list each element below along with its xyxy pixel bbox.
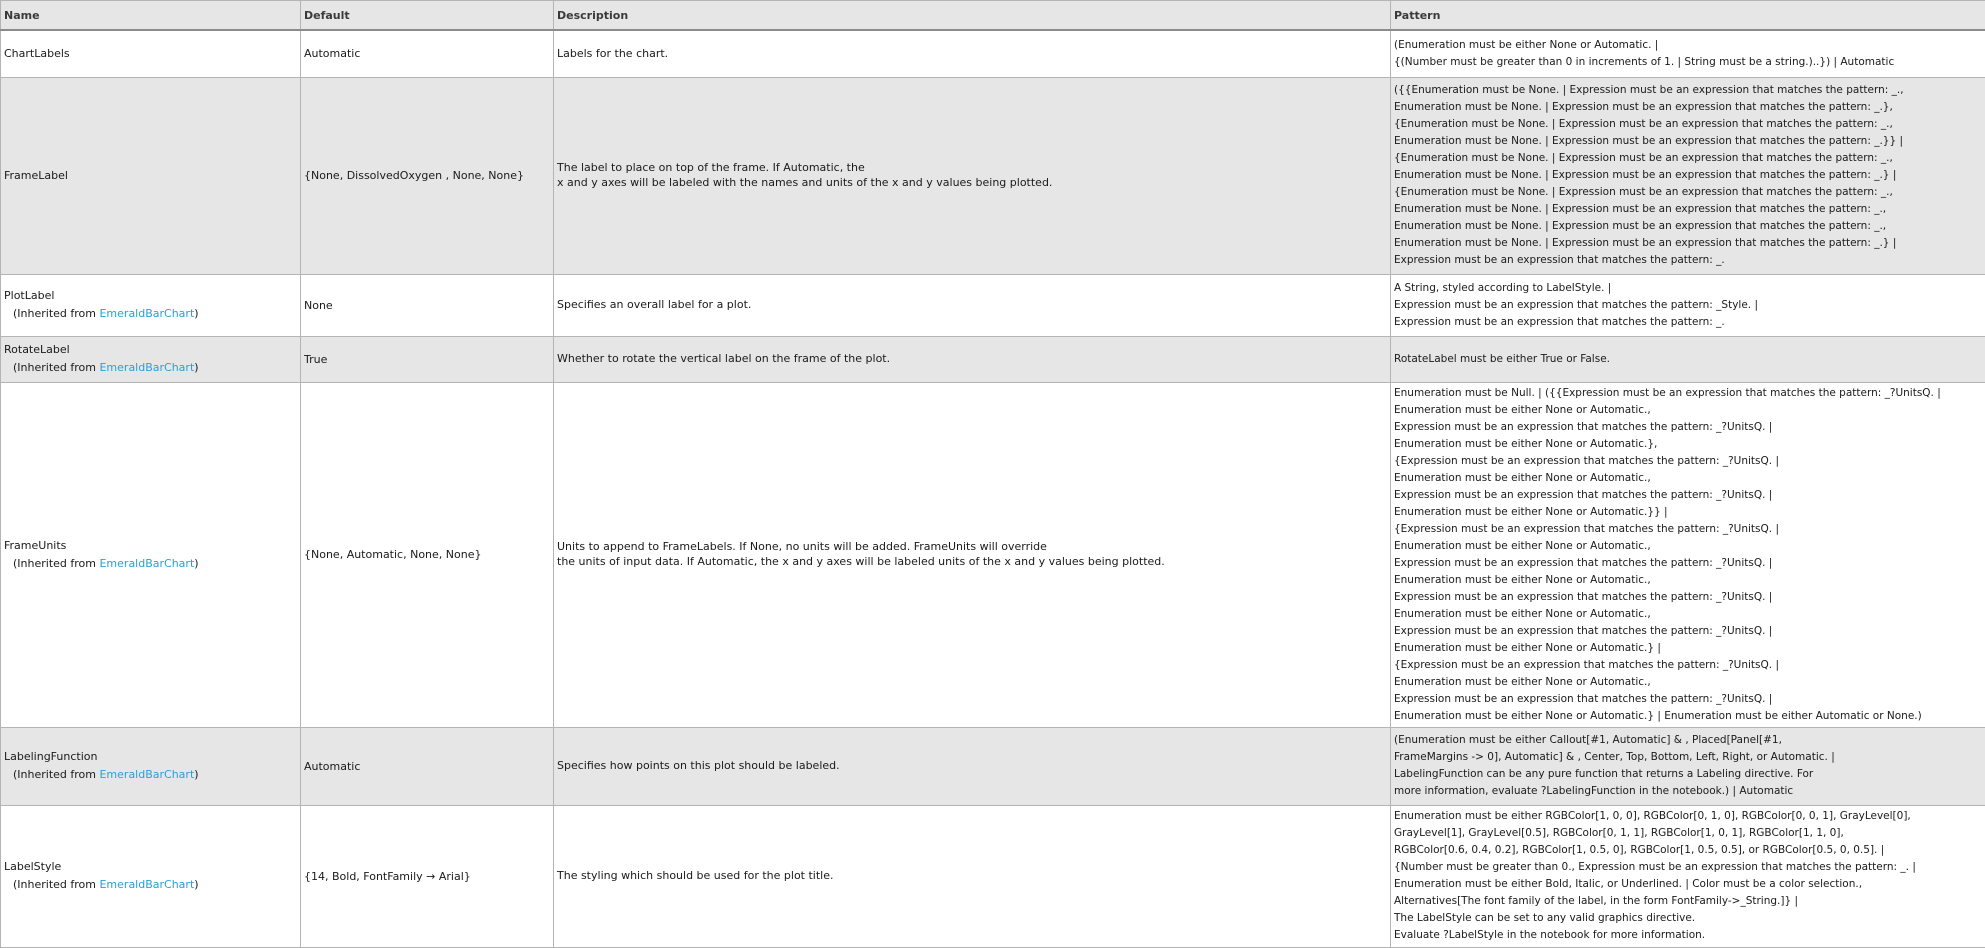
header-default[interactable]: Default [301,1,554,31]
description-line: Specifies how points on this plot should be labeled. [557,759,1387,774]
description-line: the units of input data. If Automatic, the x and y axes will be labeled units of the x and y values being plotted. [557,555,1387,570]
pattern-line: Enumeration must be either RGBColor[1, 0, 0], RGBColor[0, 1, 0], RGBColor[0, 0, 1], GrayLevel[0], [1394,808,1982,825]
pattern-line: Expression must be an expression that matches the pattern: _. [1394,314,1982,331]
inherited-suffix: ) [194,557,198,570]
option-description [554,805,1391,947]
pattern-line: Enumeration must be either None or Automatic., [1394,606,1982,623]
pattern-line: Enumeration must be either None or Automatic., [1394,470,1982,487]
pattern-line: Enumeration must be None. | Expression must be an expression that matches the pattern: _., [1394,218,1982,235]
pattern-line: {Expression must be an expression that matches the pattern: _?UnitsQ. | [1394,657,1982,674]
inherited-prefix: (Inherited from [13,768,99,781]
pattern-line: Enumeration must be either None or Automatic., [1394,572,1982,589]
pattern-line: {Enumeration must be None. | Expression must be an expression that matches the pattern: _., [1394,184,1982,201]
pattern-line: ({{Enumeration must be None. | Expression must be an expression that matches the pattern: _., [1394,82,1982,99]
option-description [554,382,1391,727]
pattern-line: The LabelStyle can be set to any valid graphics directive. [1394,910,1982,927]
pattern-line: Enumeration must be either None or Automatic.} | Enumeration must be either Automatic or None.) [1394,708,1982,725]
option-description [554,30,1391,77]
pattern-line: Expression must be an expression that matches the pattern: _?UnitsQ. | [1394,623,1982,640]
pattern-line: FrameMargins -> 0], Automatic] & , Center, Top, Bottom, Left, Right, or Automatic. | [1394,749,1982,766]
pattern-line: {Expression must be an expression that matches the pattern: _?UnitsQ. | [1394,453,1982,470]
inherited-note [4,876,297,894]
option-default: None [301,274,554,336]
table-row [1,727,1985,805]
pattern-line: {Enumeration must be None. | Expression must be an expression that matches the pattern: _., [1394,150,1982,167]
table-body [1,30,1985,947]
inherited-prefix: (Inherited from [13,307,99,320]
option-default: Automatic [301,30,554,77]
inherited-suffix: ) [194,361,198,374]
pattern-line: Expression must be an expression that matches the pattern: _?UnitsQ. | [1394,487,1982,504]
table-row [1,274,1985,336]
option-name-cell [1,336,301,382]
pattern-line: Enumeration must be None. | Expression must be an expression that matches the pattern: _., [1394,201,1982,218]
pattern-line: Expression must be an expression that matches the pattern: _?UnitsQ. | [1394,691,1982,708]
inherited-suffix: ) [194,768,198,781]
option-name: PlotLabel [4,287,297,305]
pattern-line: Enumeration must be either Bold, Italic, or Underlined. | Color must be a color selection., [1394,876,1982,893]
option-name: FrameLabel [4,167,297,185]
pattern-line: (Enumeration must be either Callout[#1, Automatic] & , Placed[Panel[#1, [1394,732,1982,749]
description-line: The label to place on top of the frame. If Automatic, the [557,161,1387,176]
option-name: RotateLabel [4,341,297,359]
pattern-line: Enumeration must be None. | Expression must be an expression that matches the pattern: _.} | [1394,167,1982,184]
inherited-note [4,359,297,377]
pattern-line: Evaluate ?LabelStyle in the notebook for more information. [1394,927,1982,944]
pattern-line: {Expression must be an expression that matches the pattern: _?UnitsQ. | [1394,521,1982,538]
description-line: The styling which should be used for the plot title. [557,869,1387,884]
option-name-cell [1,805,301,947]
inherited-from-link[interactable]: EmeraldBarChart [99,878,194,891]
pattern-line: Expression must be an expression that matches the pattern: _?UnitsQ. | [1394,555,1982,572]
option-pattern [1391,336,1985,382]
option-default: {14, Bold, FontFamily → Arial} [301,805,554,947]
option-pattern [1391,382,1985,727]
inherited-note [4,766,297,784]
option-default: True [301,336,554,382]
option-pattern [1391,805,1985,947]
pattern-line: {Number must be greater than 0., Expression must be an expression that matches the pattern: _. | [1394,859,1982,876]
pattern-line: RotateLabel must be either True or False. [1394,351,1982,368]
option-pattern [1391,274,1985,336]
description-line: x and y axes will be labeled with the names and units of the x and y values being plotted. [557,176,1387,191]
pattern-line: Enumeration must be either None or Automatic.}, [1394,436,1982,453]
option-default: Automatic [301,727,554,805]
pattern-line: LabelingFunction can be any pure function that returns a Labeling directive. For [1394,766,1982,783]
option-name-cell [1,274,301,336]
pattern-line: Enumeration must be None. | Expression must be an expression that matches the pattern: _.}, [1394,99,1982,116]
option-name: LabelStyle [4,858,297,876]
pattern-line: Expression must be an expression that matches the pattern: _Style. | [1394,297,1982,314]
option-description [554,274,1391,336]
pattern-line: Enumeration must be None. | Expression must be an expression that matches the pattern: _.} | [1394,235,1982,252]
inherited-from-link[interactable]: EmeraldBarChart [99,361,194,374]
option-name-cell [1,30,301,77]
option-name-cell [1,382,301,727]
pattern-line: Expression must be an expression that matches the pattern: _?UnitsQ. | [1394,419,1982,436]
inherited-note [4,305,297,323]
header-pattern[interactable]: Pattern [1391,1,1985,31]
description-line: Labels for the chart. [557,47,1387,62]
option-name: ChartLabels [4,45,297,63]
option-default: {None, Automatic, None, None} [301,382,554,727]
option-name-cell [1,727,301,805]
option-description [554,727,1391,805]
inherited-prefix: (Inherited from [13,361,99,374]
option-default: {None, DissolvedOxygen , None, None} [301,77,554,274]
inherited-from-link[interactable]: EmeraldBarChart [99,768,194,781]
pattern-line: Enumeration must be either None or Automatic.}} | [1394,504,1982,521]
inherited-suffix: ) [194,307,198,320]
pattern-line: Enumeration must be either None or Automatic.} | [1394,640,1982,657]
pattern-line: more information, evaluate ?LabelingFunction in the notebook.) | Automatic [1394,783,1982,800]
description-line: Units to append to FrameLabels. If None, no units will be added. FrameUnits will override [557,540,1387,555]
table-row [1,336,1985,382]
table-row [1,77,1985,274]
pattern-line: Enumeration must be either None or Automatic., [1394,674,1982,691]
pattern-line: Alternatives[The font family of the label, in the form FontFamily->_String.]} | [1394,893,1982,910]
option-name-cell [1,77,301,274]
pattern-line: GrayLevel[1], GrayLevel[0.5], RGBColor[0, 1, 1], RGBColor[1, 0, 1], RGBColor[1, 1, 0], [1394,825,1982,842]
option-name: LabelingFunction [4,748,297,766]
option-pattern [1391,30,1985,77]
inherited-suffix: ) [194,878,198,891]
pattern-line: Enumeration must be Null. | ({{Expression must be an expression that matches the pattern: _?UnitsQ. | [1394,385,1982,402]
pattern-line: Expression must be an expression that matches the pattern: _. [1394,252,1982,269]
pattern-line: Enumeration must be either None or Automatic., [1394,402,1982,419]
header-description[interactable]: Description [554,1,1391,31]
header-row [1,1,1985,31]
inherited-prefix: (Inherited from [13,557,99,570]
table-row [1,382,1985,727]
option-description [554,336,1391,382]
pattern-line: (Enumeration must be either None or Automatic. | [1394,37,1982,54]
pattern-line: Expression must be an expression that matches the pattern: _?UnitsQ. | [1394,589,1982,606]
pattern-line: {Enumeration must be None. | Expression must be an expression that matches the pattern: _., [1394,116,1982,133]
inherited-note [4,555,297,573]
inherited-from-link[interactable]: EmeraldBarChart [99,307,194,320]
table-row [1,30,1985,77]
header-name[interactable]: Name [1,1,301,31]
option-name: FrameUnits [4,537,297,555]
description-line: Whether to rotate the vertical label on the frame of the plot. [557,352,1387,367]
description-line: Specifies an overall label for a plot. [557,298,1387,313]
pattern-line: RGBColor[0.6, 0.4, 0.2], RGBColor[1, 0.5, 0], RGBColor[1, 0.5, 0.5], or RGBColor[0.5, 0, 0.5]. | [1394,842,1982,859]
pattern-line: Enumeration must be either None or Automatic., [1394,538,1982,555]
pattern-line: A String, styled according to LabelStyle. | [1394,280,1982,297]
option-pattern [1391,77,1985,274]
option-pattern [1391,727,1985,805]
pattern-line: {(Number must be greater than 0 in increments of 1. | String must be a string.)..}) | Automatic [1394,54,1982,71]
inherited-prefix: (Inherited from [13,878,99,891]
pattern-line: Enumeration must be None. | Expression must be an expression that matches the pattern: _.}} | [1394,133,1982,150]
option-description [554,77,1391,274]
table-row [1,805,1985,947]
inherited-from-link[interactable]: EmeraldBarChart [99,557,194,570]
